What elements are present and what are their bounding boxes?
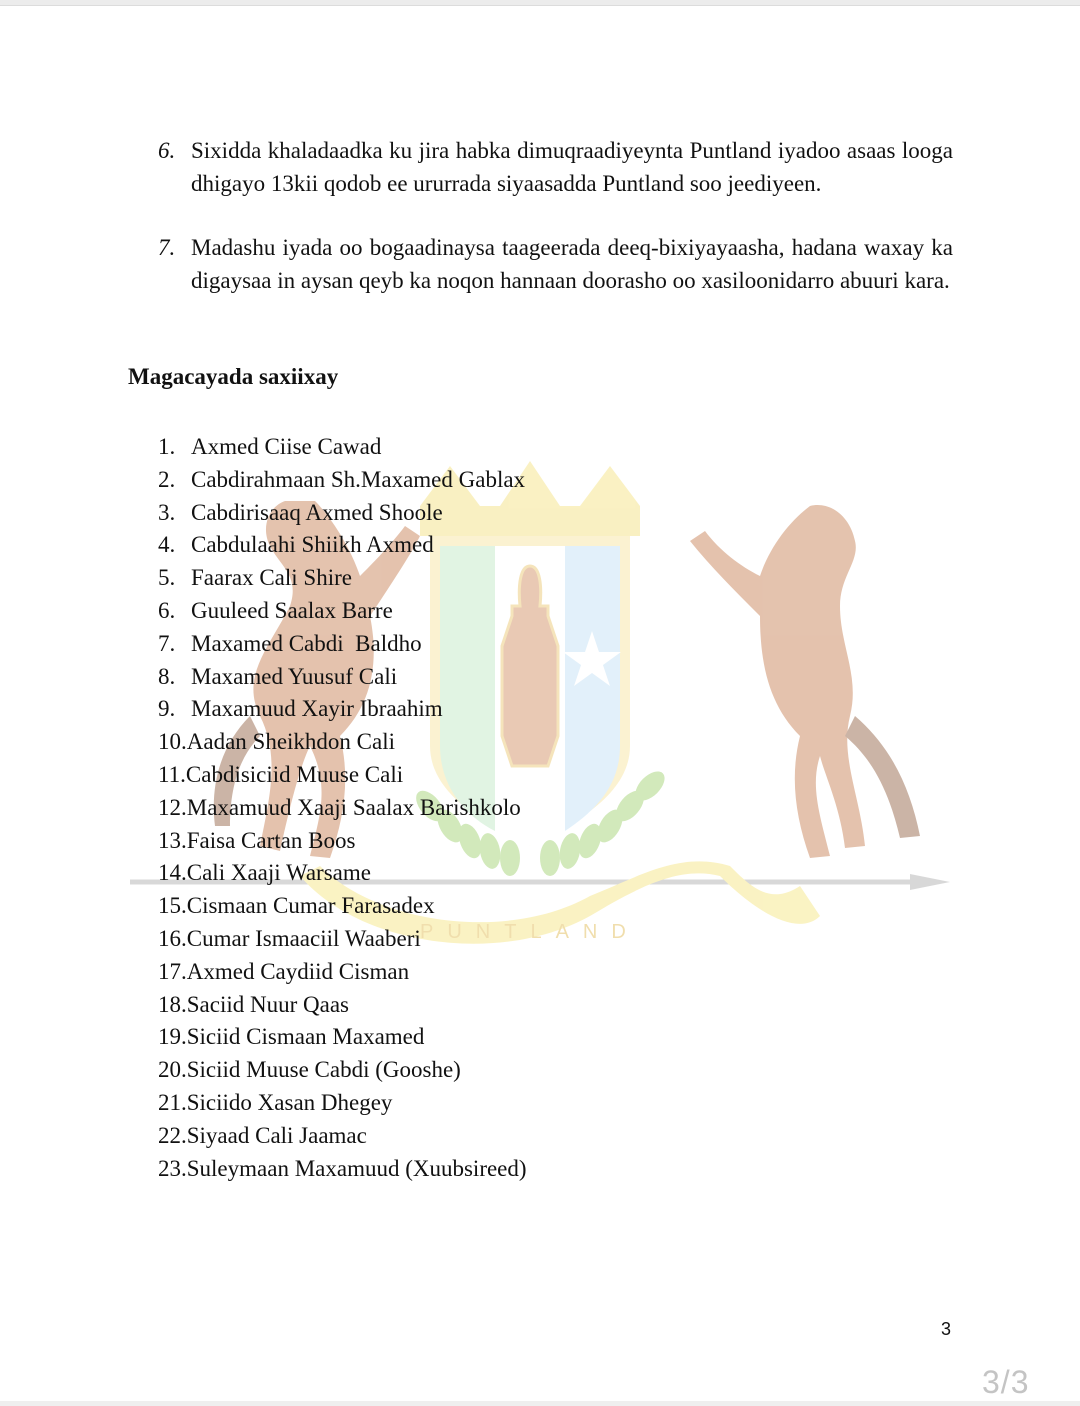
signatory-number: 20. — [158, 1057, 187, 1083]
signatory-number: 23. — [158, 1155, 187, 1181]
signatory-name: Cumar Ismaaciil Waaberi — [186, 925, 421, 951]
page-number: 3 — [941, 1319, 952, 1339]
signatory-item — [158, 431, 527, 464]
signatory-item — [158, 1120, 527, 1153]
paragraph-item-6 — [158, 134, 953, 200]
signatory-name: Axmed Ciise Cawad — [191, 434, 382, 459]
signatory-name: Suleymaan Maxamuud (Xuubsireed) — [186, 1155, 527, 1181]
signatory-number: 5. — [158, 565, 176, 591]
svg-text:PUNTLAND: PUNTLAND — [420, 921, 640, 943]
signatory-item — [158, 628, 527, 661]
signatory-name: Siyaad Cali Jaamac — [186, 1122, 367, 1148]
paragraph-text: Sixidda khaladaadka ku jira habka dimuqraadiyeynta Puntland iyadoo asaas looga dhigayo 13kii qodob ee ururrada siyaasadda Puntland soo jeediyeen. — [191, 138, 953, 196]
viewer-bottom-bar — [0, 1401, 1080, 1406]
signatory-item — [158, 562, 527, 595]
signatory-name: Cismaan Cumar Farasadex — [186, 893, 435, 919]
paragraph-item-7 — [158, 231, 953, 297]
signatory-name: Guuleed Saalax Barre — [191, 597, 393, 623]
signatory-number: 17. — [158, 958, 187, 984]
signatory-number: 1. — [158, 434, 176, 459]
signatory-item — [158, 1021, 527, 1054]
signatory-number: 21. — [158, 1089, 187, 1115]
signatory-name: Cabdulaahi Shiikh Axmed — [191, 532, 434, 558]
signatory-item — [158, 529, 527, 562]
signatory-number: 7. — [158, 630, 176, 656]
signatory-item — [158, 693, 527, 726]
signatory-number: 6. — [158, 597, 176, 623]
signatory-name: Siciid Muuse Cabdi (Gooshe) — [186, 1057, 461, 1083]
signatory-item — [158, 464, 527, 497]
document-page — [0, 6, 1080, 1400]
signatory-name: Maxamuud Xaaji Saalax Barishkolo — [186, 794, 521, 820]
viewer-page-counter: 3/3 — [982, 1364, 1030, 1400]
signatory-number: 8. — [158, 663, 176, 689]
signatory-item — [158, 792, 527, 825]
paragraph-number: 7. — [158, 235, 176, 260]
signatory-name: Cali Xaaji Warsame — [186, 860, 371, 886]
signatory-item — [158, 825, 527, 858]
signatory-number: 22. — [158, 1122, 187, 1148]
signatory-item — [158, 726, 527, 759]
signatory-name: Siciido Xasan Dhegey — [186, 1089, 393, 1115]
signatory-item — [158, 497, 527, 530]
signatory-number: 3. — [158, 499, 176, 525]
signatories-heading: Magacayada saxiixay — [128, 364, 339, 389]
signatory-number: 16. — [158, 925, 187, 951]
signatory-item — [158, 661, 527, 694]
signatory-number: 15. — [158, 893, 187, 919]
signatory-name: Cabdirahmaan Sh.Maxamed Gablax — [191, 466, 526, 492]
signatory-name: Cabdirisaaq Axmed Shoole — [191, 499, 443, 525]
signatory-name: Faarax Cali Shire — [191, 565, 352, 591]
signatory-number: 13. — [158, 827, 187, 853]
signatory-item — [158, 890, 527, 923]
signatory-item — [158, 1087, 527, 1120]
signatory-item — [158, 759, 527, 792]
signatory-number: 11. — [158, 761, 186, 787]
signatory-number: 14. — [158, 860, 187, 886]
signatory-item — [158, 1054, 527, 1087]
paragraph-text: Madashu iyada oo bogaadinaysa taageerada deeq-bixiyayaasha, hadana waxay ka digaysaa in aysan qeyb ka noqon hannaan doorasho oo xasiloonidarro abuuri kara. — [191, 235, 953, 293]
signatory-name: Maxamed Cabdi Baldho — [191, 630, 422, 656]
signatory-item — [158, 857, 527, 890]
signatory-name: Faisa Cartan Boos — [186, 827, 356, 853]
signatory-item — [158, 1153, 527, 1186]
signatory-item — [158, 923, 527, 956]
signatory-name: Aadan Sheikhdon Cali — [186, 729, 395, 755]
signatory-number: 19. — [158, 1024, 187, 1050]
signatory-number: 18. — [158, 991, 187, 1017]
signatory-number: 4. — [158, 532, 176, 558]
signatory-item — [158, 595, 527, 628]
signatory-name: Cabdisiciid Muuse Cali — [185, 761, 404, 787]
signatory-number: 10. — [158, 729, 187, 755]
signatory-name: Maxamed Yuusuf Cali — [191, 663, 398, 689]
signatory-name: Saciid Nuur Qaas — [186, 991, 349, 1017]
signatory-item — [158, 956, 527, 989]
signatory-name: Axmed Caydiid Cisman — [186, 958, 410, 984]
paragraph-number: 6. — [158, 138, 176, 163]
signatories-list — [158, 431, 527, 1185]
signatory-number: 12. — [158, 794, 187, 820]
signatory-item — [158, 989, 527, 1022]
signatory-name: Maxamuud Xayir Ibraahim — [191, 696, 443, 722]
signatory-number: 9. — [158, 696, 176, 722]
signatory-name: Siciid Cismaan Maxamed — [186, 1024, 425, 1050]
signatory-number: 2. — [158, 466, 176, 492]
